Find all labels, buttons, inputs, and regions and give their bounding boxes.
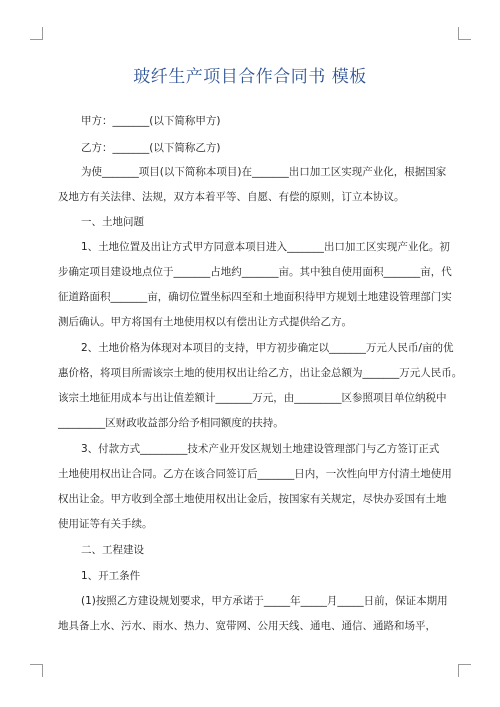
land-clause-1-line-3: 征道路面积_______亩，确切位置坐标四至和土地面积待甲方规划土地建设管理部门实 (58, 291, 452, 303)
document-title: 玻纤生产项目合作合同书 模板 (133, 67, 367, 87)
land-clause-2-line-1: 2、土地价格为体现对本项目的支持，甲方初步确定以_______万元人民币/亩的优 (81, 342, 454, 354)
construction-clause-1-item-1-line-1: (1)按照乙方建设规划要求，甲方承诺于_____年_____月_____日前，保证本期用 (81, 595, 448, 607)
corner-mark-top-left (30, 27, 43, 40)
section-heading-land: 一、土地问题 (81, 216, 144, 228)
land-clause-1-line-1: 1、土地位置及出让方式甲方同意本项目进入_______出口加工区实现产业化。初 (81, 241, 450, 253)
corner-mark-top-right (458, 27, 471, 40)
land-clause-3-line-1: 3、付款方式_________技术产业开发区规划土地建设管理部门与乙方签订正式 (81, 443, 440, 455)
construction-clause-1-heading: 1、开工条件 (81, 570, 141, 582)
land-clause-2-line-4: _________区财政收益部分给予相同额度的扶持。 (58, 417, 284, 429)
corner-mark-bottom-right (458, 664, 471, 677)
preamble-line-1: 为使_______项目(以下简称本项目)在_______出口加工区实现产业化，根据国家 (81, 166, 447, 178)
corner-mark-bottom-left (30, 664, 43, 677)
land-clause-2-line-2: 惠价格，将项目所需该宗土地的使用权出让给乙方，出让金总额为_______万元人民币。 (58, 367, 463, 379)
land-clause-1-line-4: 测后确认。甲方将国有土地使用权以有偿出让方式提供给乙方。 (58, 316, 352, 328)
land-clause-3-line-3: 权出让金。甲方收到全部土地使用权出让金后，按国家有关规定，尽快办妥国有土地 (58, 493, 447, 505)
land-clause-3-line-4: 使用证等有关手续。 (58, 518, 153, 530)
land-clause-3-line-2: 土地使用权出让合同。乙方在该合同签订后_______日内，一次性向甲方付清土地使用 (58, 468, 452, 480)
construction-clause-1-item-1-line-2: 地具备上水、污水、雨水、热力、宽带网、公用天线、通电、通信、通路和场平， (58, 620, 436, 632)
preamble-line-2: 及地方有关法律、法规，双方本着平等、自愿、有偿的原则，订立本协议。 (58, 191, 405, 203)
party-a-line: 甲方：_______(以下简称甲方) (81, 115, 221, 127)
land-clause-2-line-3: 该宗土地征用成本与出让值差额计_______万元，由_________区参照项目单位纳税中 (58, 392, 447, 404)
section-heading-construction: 二、工程建设 (81, 544, 144, 556)
party-b-line: 乙方：_______(以下简称乙方) (81, 142, 221, 154)
land-clause-1-line-2: 步确定项目建设地点位于_______占地约_______亩。其中独自使用面积_______亩，代 (58, 266, 452, 278)
